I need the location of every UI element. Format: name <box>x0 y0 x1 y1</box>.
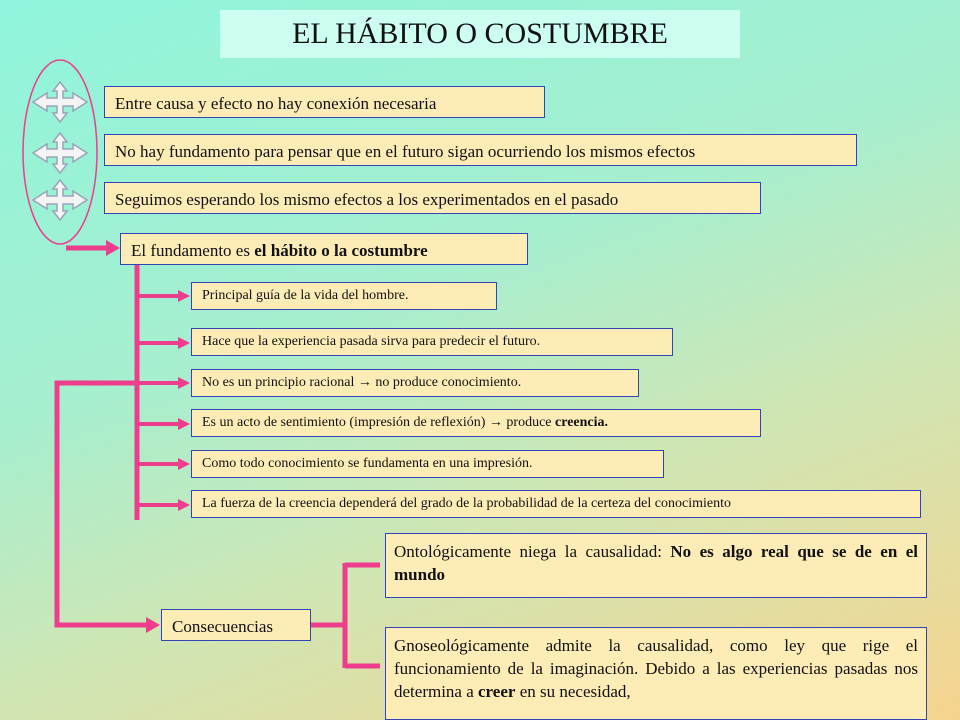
feature-branch-arrows <box>137 290 190 511</box>
feature-4-text: Es un acto de sentimiento (impresión de reflexión) → produce <box>202 415 556 430</box>
ontological-emphasis: No es algo real que se de en el mundo <box>394 542 919 584</box>
four-way-arrow-icon <box>33 180 87 220</box>
consequences-arrow <box>57 383 160 633</box>
gnoseological-emphasis: creer <box>478 682 516 701</box>
ontological-text: Ontológicamente niega la causalidad: <box>394 542 671 561</box>
premise-box-3: Seguimos esperando los mismo efectos a los experimentados en el pasado <box>104 182 761 214</box>
feature-box-5: Como todo conocimiento se fundamenta en una impresión. <box>191 450 664 478</box>
feature-4-emphasis: creencia. <box>555 415 609 430</box>
feature-box-6: La fuerza de la creencia dependerá del grado de la probabilidad de la certeza del conocimiento <box>191 490 921 518</box>
gnoseological-text-end: en su necesidad, <box>515 682 631 701</box>
feature-box-2: Hace que la experiencia pasada sirva para predecir el futuro. <box>191 328 673 356</box>
four-way-arrow-icon <box>33 82 87 122</box>
consequences-box: Consecuencias <box>161 609 311 641</box>
four-way-arrow-icon <box>33 133 87 173</box>
feature-box-1: Principal guía de la vida del hombre. <box>191 282 497 310</box>
foundation-arrow <box>66 240 120 256</box>
feature-box-4 <box>191 409 761 437</box>
premise-box-2: No hay fundamento para pensar que en el futuro sigan ocurriendo los mismos efectos <box>104 134 857 166</box>
foundation-prefix: El fundamento es <box>131 241 255 260</box>
gnoseological-box <box>385 627 927 720</box>
foundation-box <box>120 233 528 265</box>
page-title: EL HÁBITO O COSTUMBRE <box>220 10 740 58</box>
foundation-emphasis: el hábito o la costumbre <box>254 241 428 260</box>
ontological-box <box>385 533 927 598</box>
premise-box-1: Entre causa y efecto no hay conexión necesaria <box>104 86 545 118</box>
feature-box-3: No es un principio racional → no produce conocimiento. <box>191 369 639 397</box>
gnoseological-text: Gnoseológicamente admite la causalidad, como ley que rige el funcionamiento de la imaginación. Debido a las experiencias pasadas nos determina a <box>394 636 918 701</box>
consequences-bracket <box>311 563 380 668</box>
